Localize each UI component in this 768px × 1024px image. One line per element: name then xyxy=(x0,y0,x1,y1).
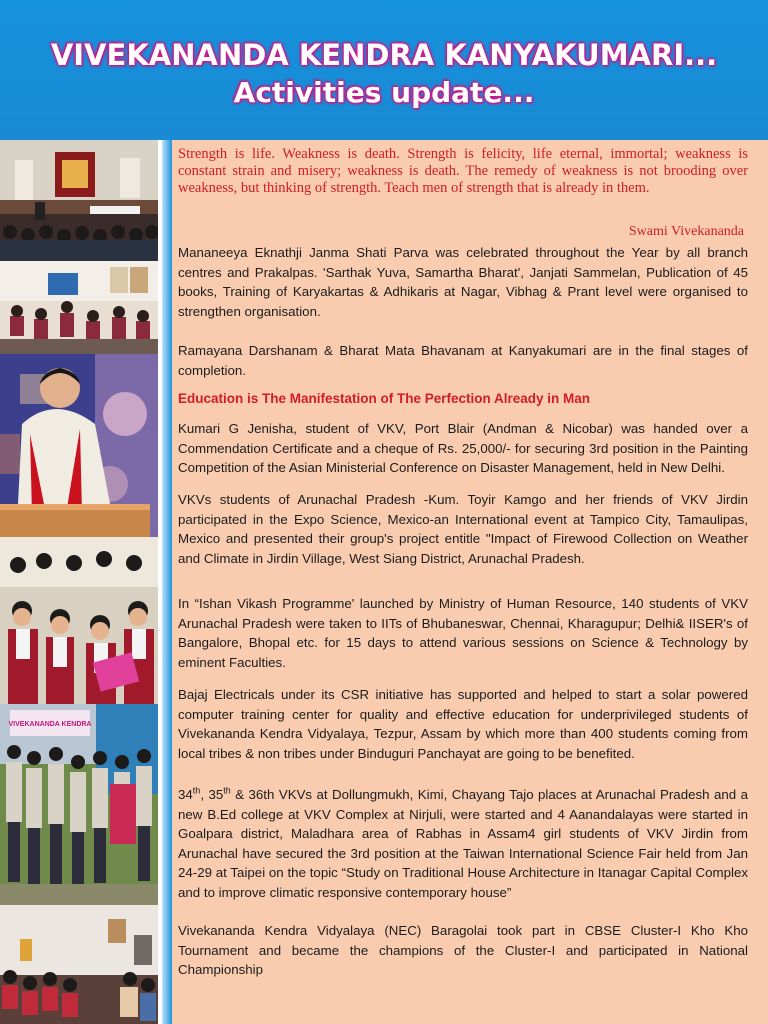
vkv-number-35: , 35 xyxy=(200,787,224,802)
new-vkvs-text: & 36th VKVs at Dollungmukh, Kimi, Chayang Tajo places at Arunachal Pradesh and a new B.Ed college at VKV Complex at Nirjuli, were started and 4 Aanandalayas were started in Goalpara district, Maladhara area of Rabhas in Assam4 girl students of VKV Jirdin from Arunachal have secured the 3rd position at the Taiwan International Science Fair held from Jan 24-29 at Taipei on the topic “Study on Traditional House Architecture in Itanagar Capital Complex and to improve climatic responsive contemporary house” xyxy=(178,787,748,900)
ordinal-suffix: th xyxy=(223,785,231,796)
page-title: VIVEKANANDA KENDRA KANYAKUMARI... xyxy=(50,38,718,72)
photo-speaker xyxy=(0,354,158,537)
photo-children xyxy=(0,537,158,704)
section-heading: Education is The Manifestation of The Perfection Already in Man xyxy=(178,391,591,406)
header-banner xyxy=(0,0,768,140)
paragraph-kho-kho: Vivekananda Kendra Vidyalaya (NEC) Baragolai took part in CBSE Cluster-I Kho Kho Tournament and became the champions of the Cluster-I and participated in National Championship xyxy=(178,923,748,977)
paragraph-jenisha: Kumari G Jenisha, student of VKV, Port Blair (Andman & Nicobar) was handed over a Commendation Certificate and a cheque of Rs. 25,000/- for securing 3rd position in the Painting Competition of the Asian Ministerial Conference on Disaster Management, held in New Delhi. xyxy=(178,421,748,475)
divider-bar xyxy=(162,140,172,1024)
paragraph-ramayana: Ramayana Darshanam & Bharat Mata Bhavanam at Kanyakumari are in the final stages of completion. xyxy=(178,343,748,378)
paragraph-expo-science: VKVs students of Arunachal Pradesh -Kum. Toyir Kamgo and her friends of VKV Jirdin participated in the Expo Science, Mexico-an International event at Tampico City, Tamaulipas, Mexico and presented their group's project entitle "Impact of Firewood Collection on Weather and Climate in Jirdin Village, West Siang District, Arunachal Pradesh. xyxy=(178,492,748,566)
paragraph-janma-shati: Mananeeya Eknathji Janma Shati Parva was celebrated throughout the Year by all branch centres and Prakalpas. 'Sarthak Yuva, Samartha Bharat', Janjati Sammelan, Publication of 45 books, Training of Karyakartas & Adhikaris at Nagar, Vibhag & Prant level were organised to strengthen organisation. xyxy=(178,245,748,319)
photo-column xyxy=(0,140,162,1024)
paragraph-ishan-vikash: In “Ishan Vikash Programme' launched by Ministry of Human Resource, 140 students of VKV Arunachal Pradesh were taken to IITs of Bhubaneswar, Chennai, Kharagupur; Delhi& IISER's of Bangalore, Bhopal etc. for 15 days to attend various sessions on Science & Technology by eminent Faculties. xyxy=(178,596,748,670)
banner-text: VIVEKANANDA KENDRA xyxy=(8,721,92,728)
photo-gathering xyxy=(0,905,158,1024)
photo-classroom xyxy=(0,261,158,354)
photo-hall-event xyxy=(0,140,158,261)
quote-text: Strength is life. Weakness is death. Strength is felicity, life eternal, immortal; weakness is constant strain and misery; weakness is death. The remedy of weakness is not brooding over weakness, but thinking of strength. Teach men of strength that is already in them. xyxy=(178,146,748,196)
page-subtitle: Activities update... xyxy=(233,76,535,109)
paragraph-new-vkvs xyxy=(178,785,748,902)
ordinal-suffix: th xyxy=(192,785,201,796)
main-content xyxy=(172,140,768,1024)
quote-author: Swami Vivekananda xyxy=(628,224,744,239)
vkv-number-34: 34 xyxy=(178,787,193,802)
photo-group-banner xyxy=(0,704,158,905)
paragraph-bajaj: Bajaj Electricals under its CSR initiative has supported and helped to start a solar powered computer training center for quality and effective education for underprivileged students of Vivekananda Kendra Vidyalaya, Tezpur, Assam by which more than 400 students coming from local tribes & non tribes under Binduguri Panchayat are going to be benefited. xyxy=(178,687,748,761)
